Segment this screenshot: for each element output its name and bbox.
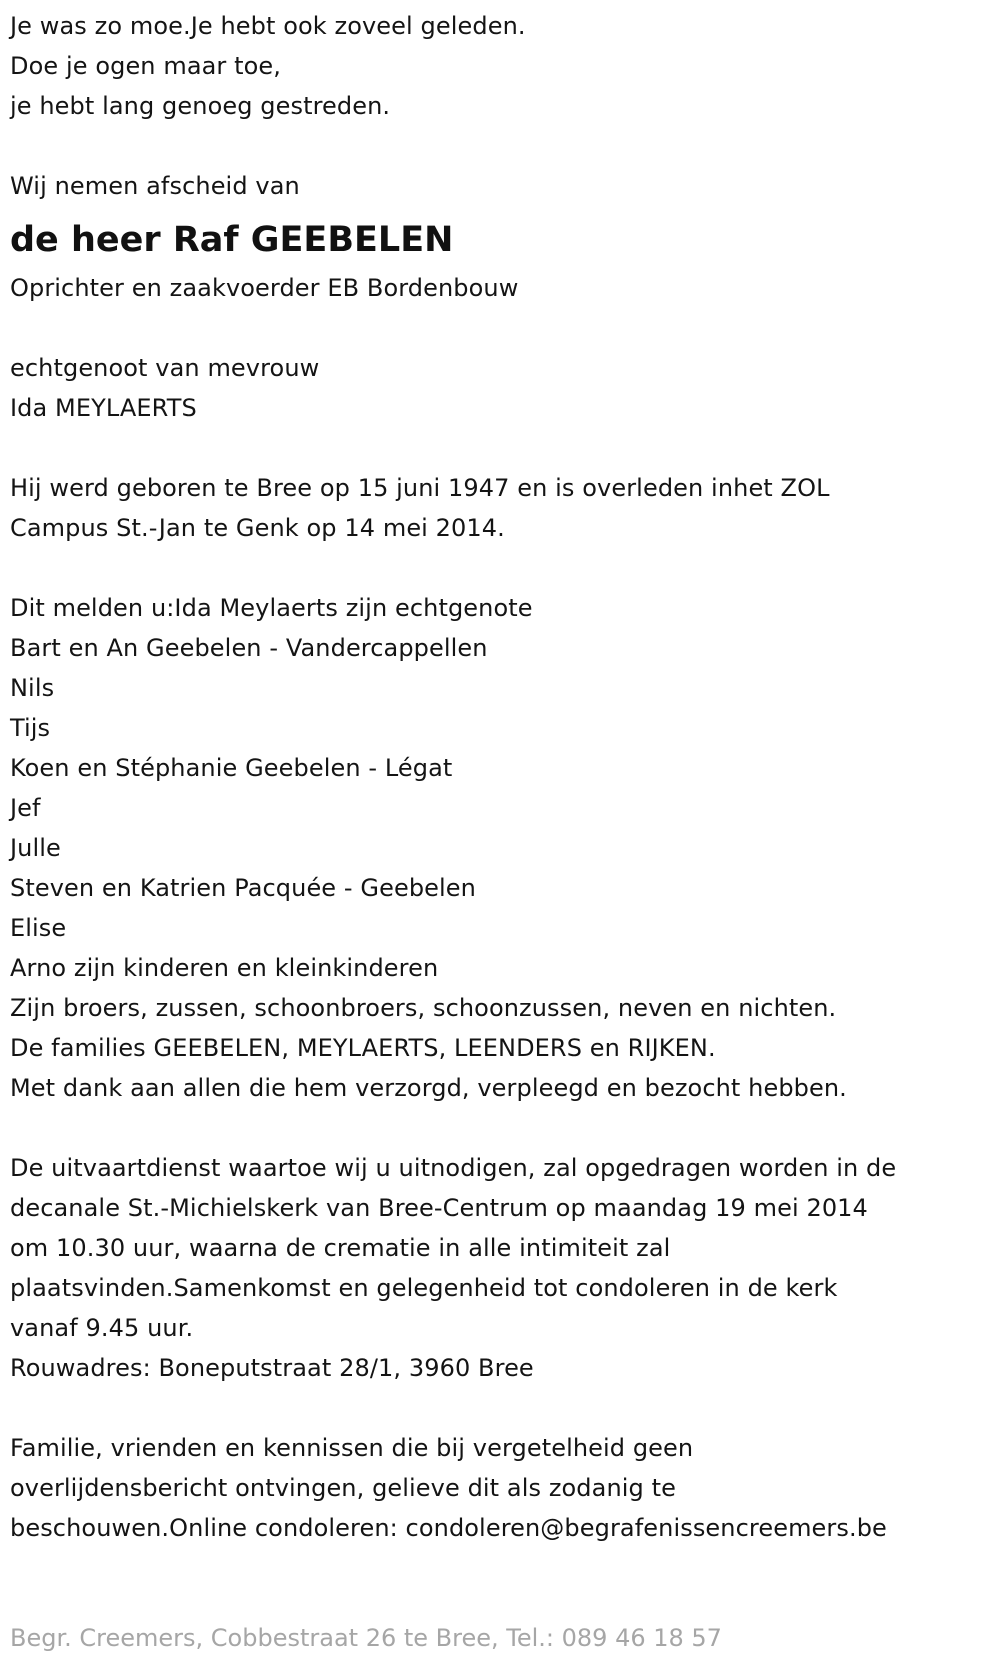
ceremony-line: De uitvaartdienst waartoe wij u uitnodigen, zal opgedragen worden in de	[10, 1154, 897, 1182]
poem-line: Doe je ogen maar toe,	[10, 52, 282, 80]
birth-death-line: Campus St.-Jan te Genk op 14 mei 2014.	[10, 514, 505, 542]
ceremony-line: plaatsvinden.Samenkomst en gelegenheid tot condoleren in de kerk	[10, 1274, 838, 1302]
ceremony-block	[10, 1148, 995, 1388]
family-line: Julle	[10, 834, 61, 862]
ceremony-line: decanale St.-Michielskerk van Bree-Centrum op maandag 19 mei 2014	[10, 1194, 868, 1222]
family-line: Met dank aan allen die hem verzorgd, verpleegd en bezocht hebben.	[10, 1074, 847, 1102]
family-line: Elise	[10, 914, 67, 942]
spouse-block	[10, 348, 995, 428]
poem	[10, 6, 995, 126]
ceremony-line: vanaf 9.45 uur.	[10, 1314, 194, 1342]
family-line: Bart en An Geebelen - Vandercappellen	[10, 634, 488, 662]
family-line: Arno zijn kinderen en kleinkinderen	[10, 954, 439, 982]
birth-death-block	[10, 468, 995, 548]
deceased-name: de heer Raf GEEBELEN	[10, 220, 454, 260]
family-line: Dit melden u:Ida Meylaerts zijn echtgenote	[10, 594, 533, 622]
intro-text: Wij nemen afscheid van	[10, 172, 300, 200]
notice-line: overlijdensbericht ontvingen, gelieve dit als zodanig te	[10, 1474, 676, 1502]
notice-line: Familie, vrienden en kennissen die bij vergetelheid geen	[10, 1434, 694, 1462]
funeral-home-footer: Begr. Creemers, Cobbestraat 26 te Bree, Tel.: 089 46 18 57	[10, 1624, 722, 1652]
family-line: Tijs	[10, 714, 51, 742]
death-notice	[10, 6, 995, 1548]
family-line: Koen en Stéphanie Geebelen - Légat	[10, 754, 453, 782]
notice-block	[10, 1428, 995, 1548]
family-line: Steven en Katrien Pacquée - Geebelen	[10, 874, 476, 902]
family-line: Zijn broers, zussen, schoonbroers, schoonzussen, neven en nichten.	[10, 994, 837, 1022]
family-line: Nils	[10, 674, 55, 702]
notice-line: beschouwen.Online condoleren: condoleren@begrafenissencreemers.be	[10, 1514, 887, 1542]
birth-death-line: Hij werd geboren te Bree op 15 juni 1947 en is overleden inhet ZOL	[10, 474, 830, 502]
mourning-address: Rouwadres: Boneputstraat 28/1, 3960 Bree	[10, 1354, 534, 1382]
family-block	[10, 588, 995, 1108]
deceased-title: Oprichter en zaakvoerder EB Bordenbouw	[10, 274, 519, 302]
family-line: Jef	[10, 794, 41, 822]
ceremony-line: om 10.30 uur, waarna de crematie in alle intimiteit zal	[10, 1234, 671, 1262]
family-line: De families GEEBELEN, MEYLAERTS, LEENDERS en RIJKEN.	[10, 1034, 716, 1062]
poem-line: Je was zo moe.Je hebt ook zoveel geleden.	[10, 12, 526, 40]
spouse-line: echtgenoot van mevrouw	[10, 354, 320, 382]
poem-line: je hebt lang genoeg gestreden.	[10, 92, 391, 120]
spouse-line: Ida MEYLAERTS	[10, 394, 197, 422]
